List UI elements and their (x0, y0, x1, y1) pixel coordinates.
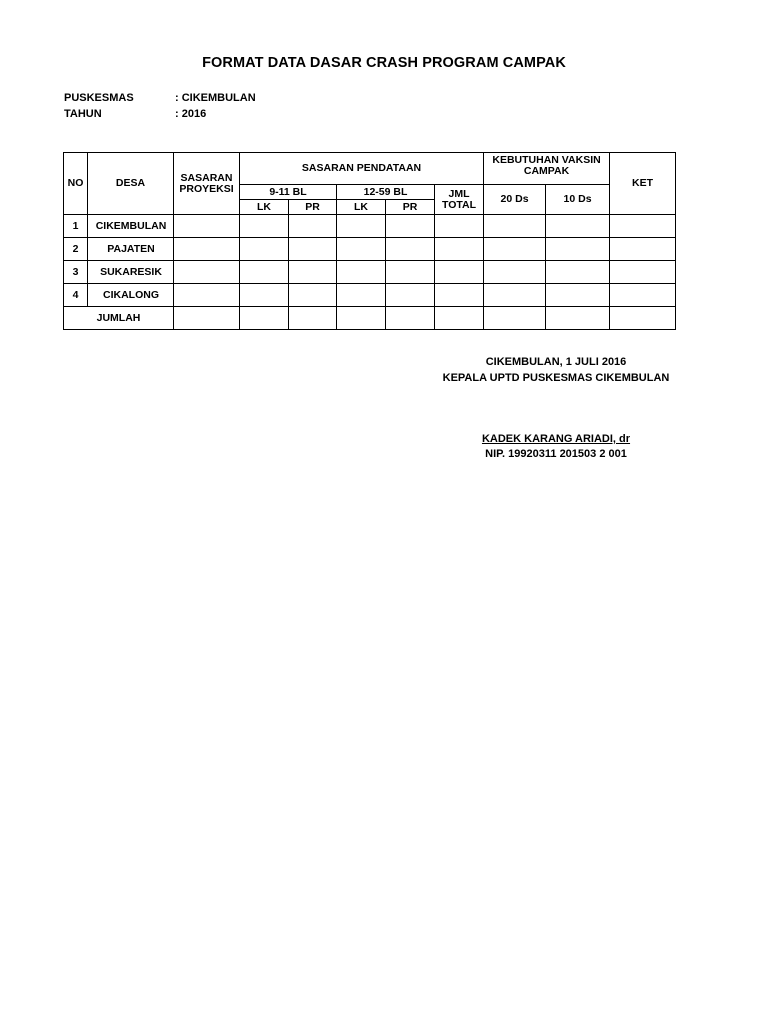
cell (484, 261, 546, 284)
row-desa: CIKALONG (88, 284, 174, 307)
header-desa: DESA (88, 153, 174, 215)
cell (386, 284, 435, 307)
cell (174, 238, 240, 261)
cell (610, 307, 676, 330)
cell (546, 284, 610, 307)
tahun-line (64, 108, 206, 120)
cell (289, 261, 337, 284)
document-title: FORMAT DATA DASAR CRASH PROGRAM CAMPAK (202, 55, 566, 71)
cell (240, 238, 289, 261)
header-10-ds: 10 Ds (546, 185, 610, 215)
cell (435, 261, 484, 284)
header-kebutuhan-vaksin: KEBUTUHAN VAKSIN CAMPAK (484, 153, 610, 185)
table-row (64, 238, 676, 261)
cell (289, 284, 337, 307)
header-sasaran-proyeksi: SASARAN PROYEKSI (174, 153, 240, 215)
row-no: 4 (64, 284, 88, 307)
cell (174, 307, 240, 330)
signature-name: KADEK KARANG ARIADI, dr (481, 433, 631, 445)
signature-place-date: CIKEMBULAN, 1 JULI 2016 (485, 356, 627, 368)
cell (289, 307, 337, 330)
puskesmas-value: : CIKEMBULAN (175, 92, 256, 104)
cell (174, 261, 240, 284)
data-table (63, 152, 676, 330)
jumlah-label: JUMLAH (64, 307, 174, 330)
cell (484, 307, 546, 330)
cell (337, 307, 386, 330)
header-pr-9-11: PR (289, 200, 337, 215)
cell (289, 238, 337, 261)
header-no: NO (64, 153, 88, 215)
cell (484, 215, 546, 238)
cell (546, 261, 610, 284)
cell (337, 284, 386, 307)
table-row (64, 261, 676, 284)
header-ket: KET (610, 153, 676, 215)
cell (337, 215, 386, 238)
cell (240, 307, 289, 330)
cell (337, 261, 386, 284)
header-age-12-59: 12-59 BL (337, 185, 435, 200)
header-sasaran-pendataan: SASARAN PENDATAAN (240, 153, 484, 185)
cell (610, 284, 676, 307)
cell (610, 261, 676, 284)
tahun-label: TAHUN (64, 108, 102, 120)
cell (610, 215, 676, 238)
cell (240, 261, 289, 284)
header-lk-9-11: LK (240, 200, 289, 215)
cell (240, 284, 289, 307)
signature-position: KEPALA UPTD PUSKESMAS CIKEMBULAN (442, 372, 670, 384)
table-row (64, 215, 676, 238)
header-age-9-11: 9-11 BL (240, 185, 337, 200)
cell (546, 238, 610, 261)
cell (546, 307, 610, 330)
tahun-value: : 2016 (175, 108, 207, 120)
header-jml-total: JML TOTAL (435, 185, 484, 215)
cell (386, 307, 435, 330)
cell (289, 215, 337, 238)
cell (386, 261, 435, 284)
puskesmas-label: PUSKESMAS (64, 92, 134, 104)
header-20-ds: 20 Ds (484, 185, 546, 215)
cell (240, 215, 289, 238)
cell (174, 215, 240, 238)
cell (610, 238, 676, 261)
table-row (64, 284, 676, 307)
header-pr-12-59: PR (386, 200, 435, 215)
cell (386, 215, 435, 238)
cell (435, 238, 484, 261)
row-no: 3 (64, 261, 88, 284)
cell (386, 238, 435, 261)
cell (174, 284, 240, 307)
row-no: 2 (64, 238, 88, 261)
row-desa: CIKEMBULAN (88, 215, 174, 238)
cell (484, 238, 546, 261)
puskesmas-line (64, 92, 256, 104)
signature-nip: NIP. 19920311 201503 2 001 (485, 448, 627, 460)
cell (435, 284, 484, 307)
jumlah-row (64, 307, 676, 330)
cell (435, 307, 484, 330)
cell (484, 284, 546, 307)
cell (435, 215, 484, 238)
header-lk-12-59: LK (337, 200, 386, 215)
row-no: 1 (64, 215, 88, 238)
row-desa: SUKARESIK (88, 261, 174, 284)
row-desa: PAJATEN (88, 238, 174, 261)
cell (546, 215, 610, 238)
cell (337, 238, 386, 261)
